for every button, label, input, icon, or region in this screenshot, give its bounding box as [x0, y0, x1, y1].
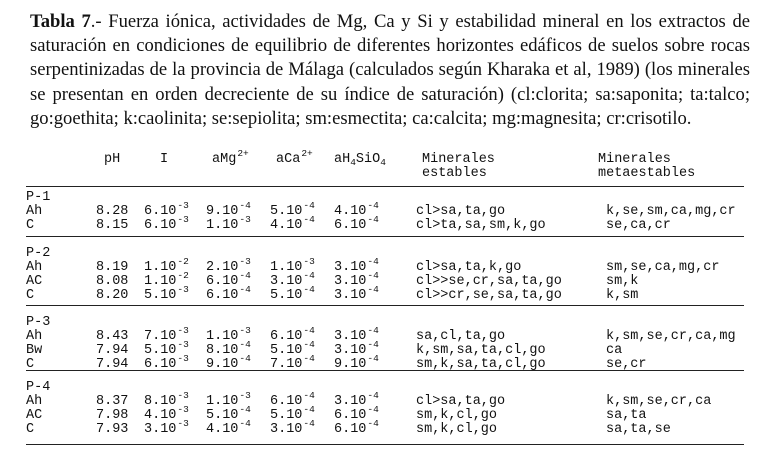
ionic-strength-cell: $5.10^{-3}$	[144, 284, 189, 303]
header-rule	[26, 186, 744, 187]
ph-cell: 8.37	[96, 394, 129, 409]
ah4sio4-cell: $6.10^{-4}$	[334, 418, 379, 437]
amg-cell: $5.10^{-4}$	[206, 404, 251, 423]
group-rule	[26, 370, 744, 371]
horizon-cell: C	[26, 422, 35, 437]
horizon-cell: Bw	[26, 343, 43, 358]
amg-cell: $8.10^{-4}$	[206, 339, 251, 358]
stable-minerals-cell: k,sm,sa,ta,cl,go	[416, 343, 546, 358]
ph-cell: 7.94	[96, 357, 129, 372]
horizon-cell: Ah	[26, 260, 43, 275]
stable-minerals-cell: cl>>se,cr,sa,ta,go	[416, 274, 562, 289]
metastable-minerals-cell: k,se,sm,ca,mg,cr	[606, 204, 736, 219]
ionic-strength-cell: $6.10^{-3}$	[144, 353, 189, 372]
horizon-cell: Ah	[26, 329, 43, 344]
header-estables-2: estables	[422, 166, 487, 181]
ph-cell: 7.93	[96, 422, 129, 437]
table-caption	[30, 10, 750, 131]
ionic-strength-cell: $8.10^{-3}$	[144, 390, 189, 409]
metastable-minerals-cell: k,sm,se,cr,ca	[606, 394, 712, 409]
ah4sio4-cell: $9.10^{-4}$	[334, 353, 379, 372]
ph-cell: 8.08	[96, 274, 129, 289]
header-metaestables-2: metaestables	[598, 166, 696, 181]
stable-minerals-cell: cl>>cr,se,sa,ta,go	[416, 288, 562, 303]
horizon-cell: AC	[26, 408, 43, 423]
amg-cell: $6.10^{-4}$	[206, 284, 251, 303]
ph-cell: 8.19	[96, 260, 129, 275]
ah4sio4-cell: $4.10^{-4}$	[334, 200, 379, 219]
horizon-cell: Ah	[26, 204, 43, 219]
aca-cell: $6.10^{-4}$	[270, 390, 315, 409]
stable-minerals-cell: cl>sa,ta,k,go	[416, 260, 522, 275]
ionic-strength-cell: $7.10^{-3}$	[144, 325, 189, 344]
aca-cell: $7.10^{-4}$	[270, 353, 315, 372]
amg-cell: $2.10^{-3}$	[206, 256, 251, 275]
stable-minerals-cell: cl>sa,ta,go	[416, 394, 506, 409]
ionic-strength-cell: $4.10^{-3}$	[144, 404, 189, 423]
stable-minerals-cell: cl>sa,ta,go	[416, 204, 506, 219]
profile-label: P-4	[26, 380, 51, 395]
aca-cell: $5.10^{-4}$	[270, 200, 315, 219]
mineral-stability-table	[26, 148, 746, 458]
caption-text: .- Fuerza iónica, actividades de Mg, Ca y Si y estabilidad mineral en los extractos de saturación en condiciones de equilibrio de diferentes horizontes edáficos de suelos sobre rocas serpentinizadas de la provincia de Málaga (calculados según Kharaka et al, 1989) (los minerales se presentan en orden decreciente de su índice de saturación) (cl:clorita; sa:saponita; ta:talco; go:goethita; k:caolinita; se:sepiolita; sm:esmectita; ca:calcita; mg:magnesita; cr:crisotilo.	[30, 11, 750, 129]
ionic-strength-cell: $6.10^{-3}$	[144, 214, 189, 233]
stable-minerals-cell: sa,cl,ta,go	[416, 329, 506, 344]
metastable-minerals-cell: ca	[606, 343, 623, 358]
ah4sio4-cell: $3.10^{-4}$	[334, 325, 379, 344]
header-estables-1: Minerales	[422, 152, 495, 167]
amg-cell: $1.10^{-3}$	[206, 390, 251, 409]
group-rule	[26, 305, 744, 306]
aca-cell: $1.10^{-3}$	[270, 256, 315, 275]
stable-minerals-cell: cl>ta,sa,sm,k,go	[416, 218, 546, 233]
aca-cell: $3.10^{-4}$	[270, 418, 315, 437]
profile-label: P-2	[26, 246, 51, 261]
amg-cell: $1.10^{-3}$	[206, 214, 251, 233]
ph-cell: 8.43	[96, 329, 129, 344]
header-ph: pH	[104, 152, 121, 167]
ah4sio4-cell: $3.10^{-4}$	[334, 270, 379, 289]
metastable-minerals-cell: se,ca,cr	[606, 218, 671, 233]
horizon-cell: AC	[26, 274, 43, 289]
ah4sio4-cell: $3.10^{-4}$	[334, 284, 379, 303]
header-metaestables-1: Minerales	[598, 152, 671, 167]
ionic-strength-cell: $3.10^{-3}$	[144, 418, 189, 437]
amg-cell: $6.10^{-4}$	[206, 270, 251, 289]
caption-label: Tabla 7	[30, 11, 91, 32]
metastable-minerals-cell: k,sm	[606, 288, 639, 303]
ionic-strength-cell: $6.10^{-3}$	[144, 200, 189, 219]
ionic-strength-cell: $1.10^{-2}$	[144, 256, 189, 275]
ah4sio4-cell: $6.10^{-4}$	[334, 214, 379, 233]
ionic-strength-cell: $1.10^{-2}$	[144, 270, 189, 289]
metastable-minerals-cell: sa,ta	[606, 408, 647, 423]
horizon-cell: C	[26, 357, 35, 372]
horizon-cell: Ah	[26, 394, 43, 409]
ah4sio4-cell: $3.10^{-4}$	[334, 339, 379, 358]
stable-minerals-cell: sm,k,sa,ta,cl,go	[416, 357, 546, 372]
ph-cell: 8.28	[96, 204, 129, 219]
metastable-minerals-cell: sm,k	[606, 274, 639, 289]
amg-cell: $4.10^{-4}$	[206, 418, 251, 437]
profile-label: P-3	[26, 315, 51, 330]
horizon-cell: C	[26, 288, 35, 303]
header-ah4sio4: $aH_4SiO_4$	[334, 152, 386, 168]
aca-cell: $5.10^{-4}$	[270, 284, 315, 303]
group-rule	[26, 236, 744, 237]
metastable-minerals-cell: sm,se,ca,mg,cr	[606, 260, 720, 275]
ionic-strength-cell: $5.10^{-3}$	[144, 339, 189, 358]
header-amg: aMg$^{2+}$	[212, 148, 249, 167]
ph-cell: 8.20	[96, 288, 129, 303]
metastable-minerals-cell: se,cr	[606, 357, 647, 372]
profile-label: P-1	[26, 190, 51, 205]
header-aca: aCa$^{2+}$	[276, 148, 313, 167]
header-ionic-strength: I	[160, 152, 169, 167]
aca-cell: $5.10^{-4}$	[270, 404, 315, 423]
ph-cell: 7.94	[96, 343, 129, 358]
metastable-minerals-cell: k,sm,se,cr,ca,mg	[606, 329, 736, 344]
ah4sio4-cell: $3.10^{-4}$	[334, 390, 379, 409]
ph-cell: 8.15	[96, 218, 129, 233]
amg-cell: $9.10^{-4}$	[206, 200, 251, 219]
aca-cell: $4.10^{-4}$	[270, 214, 315, 233]
metastable-minerals-cell: sa,ta,se	[606, 422, 671, 437]
horizon-cell: C	[26, 218, 35, 233]
ph-cell: 7.98	[96, 408, 129, 423]
stable-minerals-cell: sm,k,cl,go	[416, 408, 498, 423]
aca-cell: $3.10^{-4}$	[270, 270, 315, 289]
bottom-rule	[26, 444, 744, 445]
ah4sio4-cell: $6.10^{-4}$	[334, 404, 379, 423]
aca-cell: $5.10^{-4}$	[270, 339, 315, 358]
stable-minerals-cell: sm,k,cl,go	[416, 422, 498, 437]
aca-cell: $6.10^{-4}$	[270, 325, 315, 344]
amg-cell: $9.10^{-4}$	[206, 353, 251, 372]
ah4sio4-cell: $3.10^{-4}$	[334, 256, 379, 275]
amg-cell: $1.10^{-3}$	[206, 325, 251, 344]
